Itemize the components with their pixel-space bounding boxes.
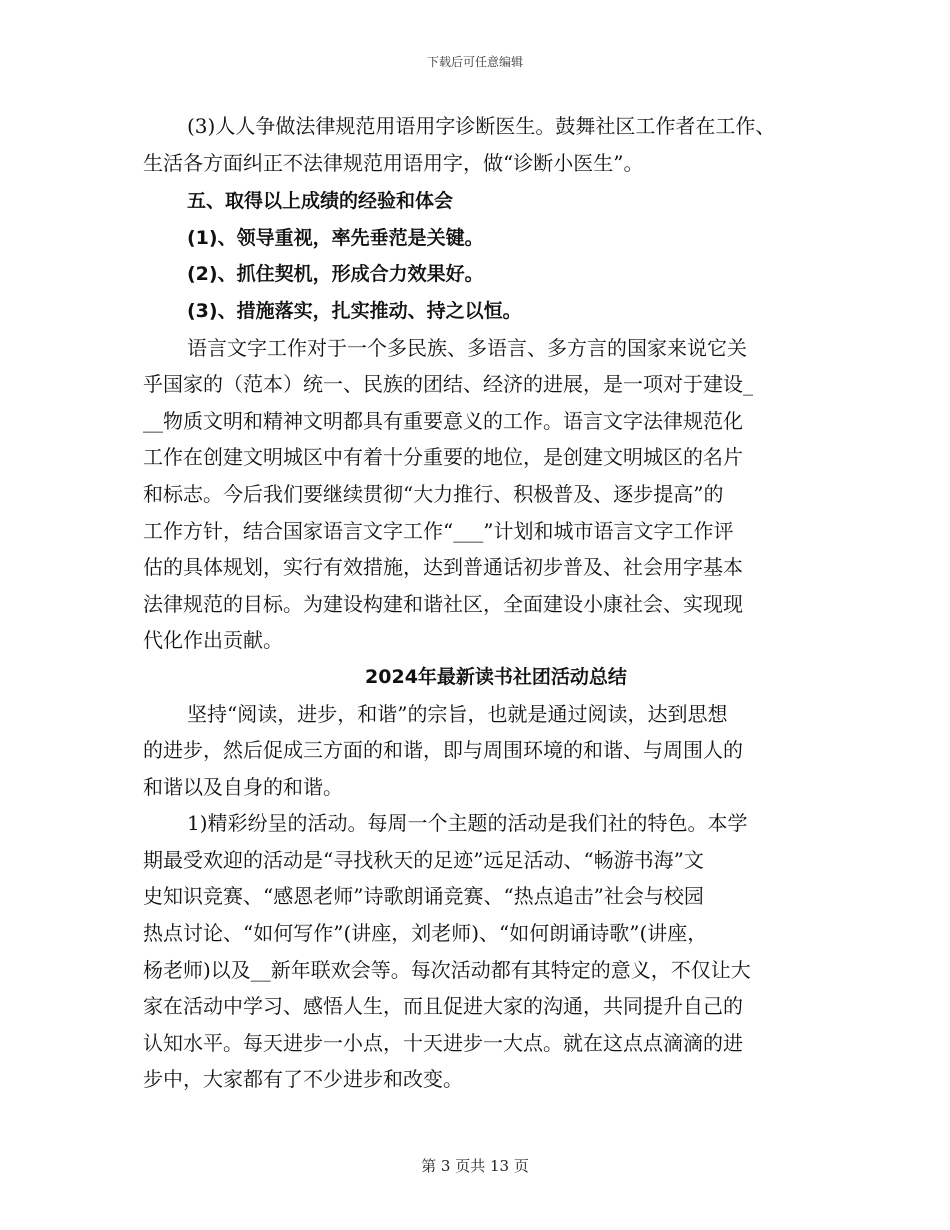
key-point: (1)、领导重视，率先垂范是关键。 xyxy=(187,226,484,249)
paragraph-line: 语言文字工作对于一个多民族、多语言、多方言的国家来说它关 xyxy=(187,335,747,360)
paragraph-line: 代化作出贡献。 xyxy=(143,628,283,653)
paragraph-line: 乎国家的（范本）统一、民族的团结、经济的进展，是一项对于建设_ xyxy=(143,372,753,397)
document-body xyxy=(143,108,807,1098)
paragraph-line: 和标志。今后我们要继续贯彻“大力推行、积极普及、逐步提高”的 xyxy=(143,481,724,506)
key-point: (2)、抓住契机，形成合力效果好。 xyxy=(187,263,484,286)
paragraph-line: 步中，大家都有了不少进步和改变。 xyxy=(143,1067,463,1092)
paragraph-line: 和谐以及自身的和谐。 xyxy=(143,774,343,799)
paragraph-line: 家在活动中学习、感悟人生，而且促进大家的沟通，共同提升自己的 xyxy=(143,994,743,1019)
paragraph-line: 估的具体规划，实行有效措施，达到普通话初步普及、社会用字基本 xyxy=(143,555,743,580)
paragraph-line: 生活各方面纠正不法律规范用语用字，做“诊断小医生”。 xyxy=(143,150,644,175)
paragraph-line: 工作在创建文明城区中有着十分重要的地位，是创建文明城区的名片 xyxy=(143,445,743,470)
paragraph-line: __物质文明和精神文明都具有重要意义的工作。语言文字法律规范化 xyxy=(143,408,743,433)
paragraph-line: 法律规范的目标。为建设构建和谐社区，全面建设小康社会、实现现 xyxy=(143,591,743,616)
paragraph-line: 期最受欢迎的活动是“寻找秋天的足迹”远足活动、“畅游书海”文 xyxy=(143,847,704,872)
article-title: 2024年最新读书社团活动总结 xyxy=(365,665,627,688)
paragraph-line: 杨老师)以及__新年联欢会等。每次活动都有其特定的意义，不仅让大 xyxy=(143,957,751,982)
page-header: 下载后可任意编辑 xyxy=(426,55,523,69)
key-point: (3)、措施落实，扎实推动、持之以恒。 xyxy=(187,299,522,322)
paragraph-line: 的进步，然后促成三方面的和谐，即与周围环境的和谐、与周围人的 xyxy=(143,738,743,763)
paragraph-line: 史知识竞赛、“感恩老师”诗歌朗诵竞赛、“热点追击”社会与校园 xyxy=(143,884,704,909)
paragraph-line: 热点讨论、“如何写作”(讲座，刘老师)、“如何朗诵诗歌”(讲座， xyxy=(143,921,708,946)
section-heading: 五、取得以上成绩的经验和体会 xyxy=(187,190,454,213)
paragraph-line: (3)人人争做法律规范用语用字诊断医生。鼓舞社区工作者在工作、 xyxy=(187,114,776,138)
paragraph-line: 坚持“阅读，进步，和谐”的宗旨，也就是通过阅读，达到思想 xyxy=(187,701,728,726)
page-footer: 第 3 页共 13 页 xyxy=(421,1157,529,1175)
paragraph-line: 工作方针，结合国家语言文字工作“___”计划和城市语言文字工作评 xyxy=(143,518,734,543)
paragraph-line: 认知水平。每天进步一小点，十天进步一大点。就在这点点滴滴的进 xyxy=(143,1030,743,1055)
paragraph-line: 1)精彩纷呈的活动。每周一个主题的活动是我们社的特色。本学 xyxy=(187,811,748,836)
